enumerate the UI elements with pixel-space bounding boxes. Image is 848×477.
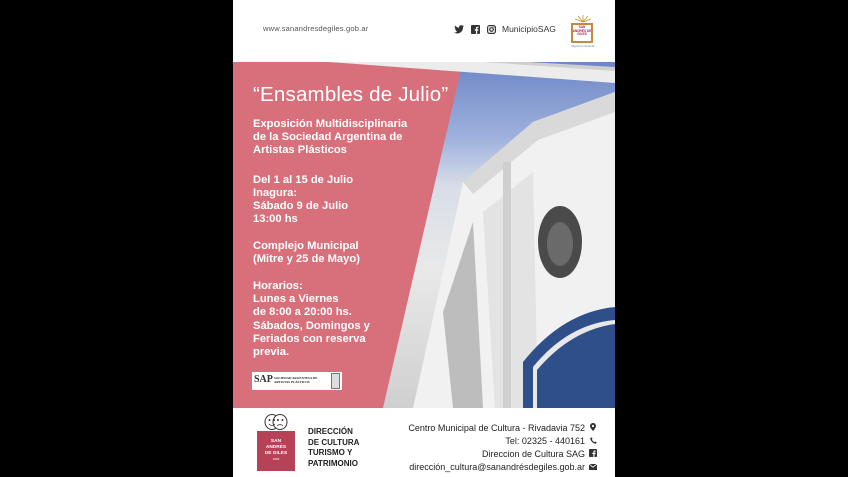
contact-info: [408, 422, 585, 474]
municipality-logo: [571, 14, 595, 48]
footer-logo: [257, 414, 295, 472]
date-line-1: Del 1 al 15 de Julio: [253, 174, 354, 186]
facebook-icon: [588, 448, 598, 461]
contact-email[interactable]: dirección_cultura@sanandrésdegiles.gob.ar: [409, 462, 585, 472]
department-line-2: DE CULTURA: [308, 437, 360, 447]
footer-logo-line-3: DE GILES: [264, 450, 288, 456]
description-line-2: de la Sociedad Argentina de: [253, 131, 403, 143]
instagram-icon[interactable]: [486, 24, 496, 34]
phone-icon: [588, 435, 598, 448]
location-icon: [588, 422, 598, 435]
hours-line-2: Lunes a Viernes: [253, 293, 339, 305]
department-name: [308, 427, 359, 469]
date-line-4: 13:00 hs: [253, 213, 298, 225]
hours-line-5: Feriados con reserva: [253, 333, 366, 345]
sap-logo: [252, 372, 342, 390]
footer-logo-box: [257, 431, 295, 471]
website-url[interactable]: www.sanandresdegiles.gob.ar: [263, 24, 369, 33]
department-line-1: DIRECCIÓN: [308, 427, 353, 436]
social-links: [454, 24, 556, 34]
theater-masks-icon: [263, 414, 289, 430]
footer: [233, 408, 615, 477]
hours-line-1: Horarios:: [253, 280, 303, 292]
description-line-3: Artistas Plásticos: [253, 144, 347, 156]
social-handle[interactable]: MunicipioSAG: [502, 24, 556, 34]
contact-address: Centro Municipal de Cultura - Rivadavia 752: [408, 423, 585, 433]
sap-mark: SAP: [254, 374, 273, 385]
event-poster: [233, 0, 615, 477]
department-line-3: TURISMO Y: [308, 448, 353, 457]
header: [233, 0, 615, 62]
footer-logo-year: 1806: [272, 457, 280, 462]
date-line-3: Sábado 9 de Julio: [253, 200, 349, 212]
contact-phone[interactable]: Tel: 02325 - 440161: [505, 436, 585, 446]
description-line-1: Exposición Multidisciplinaria: [253, 118, 408, 130]
hours-line-3: de 8:00 a 20:00 hs.: [253, 306, 352, 318]
facebook-icon[interactable]: [470, 24, 480, 34]
hours-line-4: Sábados, Domingos y: [253, 320, 370, 332]
footer-logo-line-1: SAN: [270, 439, 282, 445]
contact-facebook[interactable]: Direccion de Cultura SAG: [481, 449, 585, 459]
logo-text: SAN ANDRÉS DE GILES: [572, 25, 592, 36]
mail-icon: [588, 461, 598, 474]
logo-tagline: Seguimos creciendo: [571, 45, 595, 48]
date-line-2: Inagura:: [253, 187, 298, 199]
hours-line-6: previa.: [253, 346, 290, 358]
footer-logo-line-2: ANDRÉS: [265, 444, 287, 450]
sculpture-icon: [331, 373, 340, 389]
twitter-icon[interactable]: [454, 24, 464, 34]
sap-name: SOCIEDAD ARGENTINA DE ARTISTAS PLÁSTICOS: [274, 376, 318, 384]
contact-icons: [588, 422, 598, 474]
venue-line-2: (Mitre y 25 de Mayo): [253, 253, 360, 265]
department-line-4: PATRIMONIO: [308, 458, 358, 468]
venue-line-1: Complejo Municipal: [253, 240, 359, 252]
event-title: “Ensambles de Julio”: [253, 83, 449, 106]
